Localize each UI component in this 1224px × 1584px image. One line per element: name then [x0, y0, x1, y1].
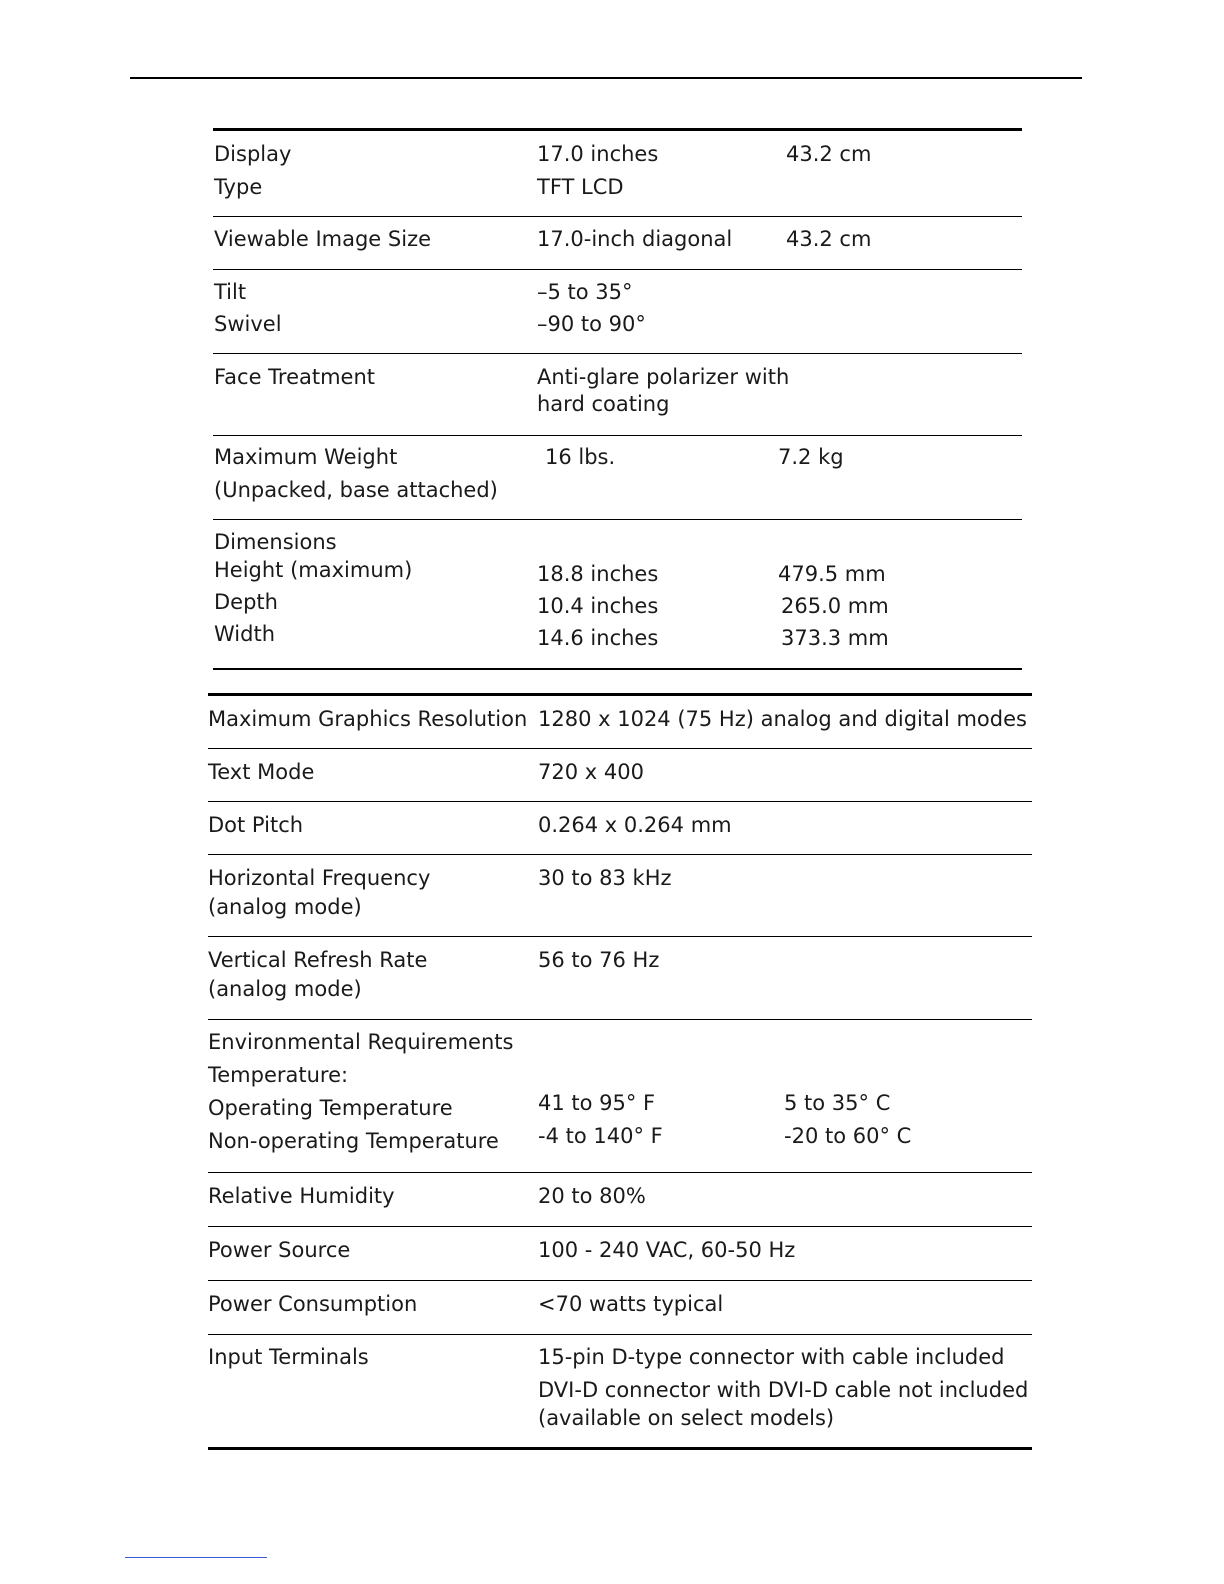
spec-label: Face Treatment	[214, 365, 376, 389]
spec-metric: 373.3 mm	[781, 626, 889, 650]
spec-metric: 43.2 cm	[786, 227, 872, 251]
spec-label: Power Source	[208, 1238, 351, 1262]
spec-label: Operating Temperature	[208, 1096, 453, 1120]
spec-value: 17.0-inch diagonal	[537, 227, 733, 251]
spec-value: 18.8 inches	[537, 562, 659, 586]
spec-value: -4 to 140° F	[538, 1124, 663, 1148]
spec-value: 100 - 240 VAC, 60-50 Hz	[538, 1238, 796, 1262]
spec-value: 16 lbs.	[545, 445, 616, 469]
spec-value: 17.0 inches	[537, 142, 659, 166]
table-row	[213, 269, 1022, 353]
header-rule	[130, 77, 1082, 79]
spec-label: Power Consumption	[208, 1292, 418, 1316]
spec-value: 0.264 x 0.264 mm	[538, 813, 732, 837]
spec-label: Temperature:	[208, 1063, 349, 1087]
spec-label: Dot Pitch	[208, 813, 304, 837]
spec-label: Display	[214, 142, 292, 166]
table-row	[213, 519, 1022, 668]
performance-specs-table	[208, 693, 1032, 1450]
spec-value: 15-pin D-type connector with cable included	[538, 1345, 1005, 1369]
spec-value: DVI-D connector with DVI-D cable not included	[538, 1378, 1029, 1402]
spec-value: 1280 x 1024 (75 Hz) analog and digital modes	[538, 707, 1027, 731]
spec-value: hard coating	[537, 392, 670, 416]
spec-value: –5 to 35°	[537, 280, 633, 304]
spec-metric: 7.2 kg	[778, 445, 844, 469]
spec-value: 14.6 inches	[537, 626, 659, 650]
spec-metric: -20 to 60° C	[784, 1124, 912, 1148]
spec-label: Tilt	[214, 280, 247, 304]
spec-label: Depth	[214, 590, 278, 614]
spec-label: (Unpacked, base attached)	[214, 478, 498, 502]
spec-value: 30 to 83 kHz	[538, 866, 672, 890]
spec-metric: 265.0 mm	[781, 594, 889, 618]
table-row	[208, 696, 1032, 748]
table-row	[208, 748, 1032, 801]
table-row	[208, 801, 1032, 854]
spec-label: Height (maximum)	[214, 558, 413, 582]
table-row	[208, 936, 1032, 1019]
spec-label: (analog mode)	[208, 895, 362, 919]
spec-label: (analog mode)	[208, 977, 362, 1001]
spec-value: TFT LCD	[537, 175, 624, 199]
footer-link-underline	[125, 1557, 267, 1558]
spec-value: 41 to 95° F	[538, 1091, 656, 1115]
spec-label: Dimensions	[214, 530, 337, 554]
table-row	[208, 1334, 1032, 1447]
table-row	[208, 1280, 1032, 1334]
spec-metric: 5 to 35° C	[784, 1091, 891, 1115]
physical-specs-table	[213, 128, 1022, 670]
table-row	[213, 131, 1022, 216]
spec-label: Maximum Weight	[214, 445, 398, 469]
spec-label: Relative Humidity	[208, 1184, 395, 1208]
spec-label: Width	[214, 622, 276, 646]
spec-metric: 43.2 cm	[786, 142, 872, 166]
spec-label: Input Terminals	[208, 1345, 369, 1369]
spec-label: Non-operating Temperature	[208, 1129, 499, 1153]
spec-label: Horizontal Frequency	[208, 866, 431, 890]
table-row	[213, 216, 1022, 269]
spec-label: Maximum Graphics Resolution	[208, 707, 528, 731]
table-row	[213, 353, 1022, 435]
spec-metric: 479.5 mm	[778, 562, 886, 586]
table-row	[208, 1226, 1032, 1280]
spec-value: 20 to 80%	[538, 1184, 646, 1208]
spec-label: Environmental Requirements	[208, 1030, 514, 1054]
spec-value: Anti-glare polarizer with	[537, 365, 790, 389]
table-row	[213, 435, 1022, 519]
spec-value: (available on select models)	[538, 1406, 835, 1430]
spec-value: –90 to 90°	[537, 312, 646, 336]
table-row	[208, 854, 1032, 936]
spec-value: <70 watts typical	[538, 1292, 724, 1316]
table-row	[208, 1172, 1032, 1226]
spec-value: 10.4 inches	[537, 594, 659, 618]
spec-value: 56 to 76 Hz	[538, 948, 660, 972]
spec-value: 720 x 400	[538, 760, 644, 784]
spec-label: Swivel	[214, 312, 282, 336]
table-row	[208, 1019, 1032, 1172]
spec-label: Vertical Refresh Rate	[208, 948, 428, 972]
spec-label: Type	[214, 175, 263, 199]
spec-label: Text Mode	[208, 760, 315, 784]
spec-label: Viewable Image Size	[214, 227, 432, 251]
